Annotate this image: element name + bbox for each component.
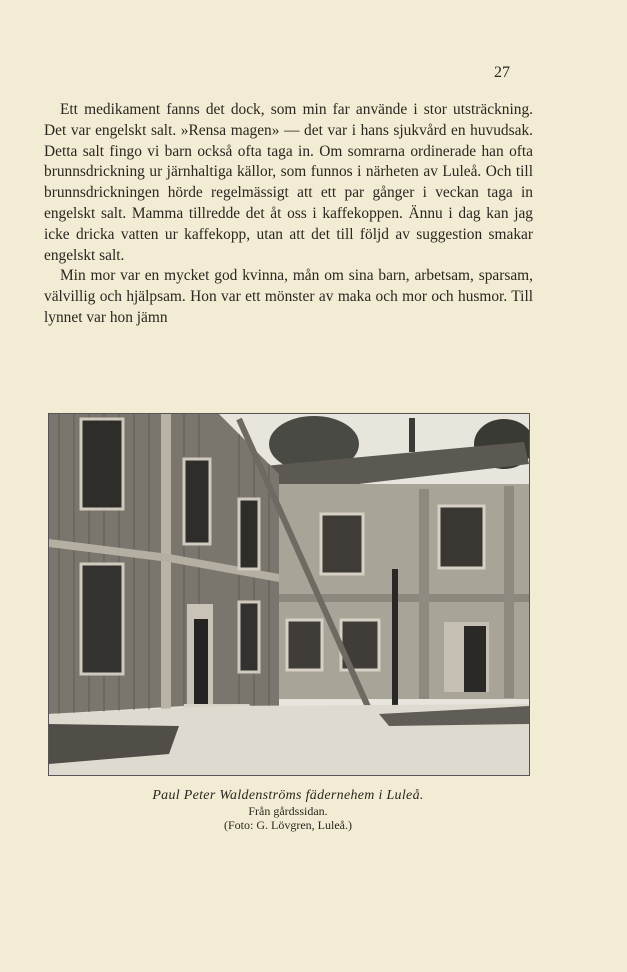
body-text — [44, 100, 533, 329]
paragraph-2: Min mor var en mycket god kvinna, mån om sina barn, arbetsam, sparsam, välvillig och hjälpsam. Hon var ett mönster av maka och mor och husmor. Till lynnet var hon jämn — [44, 267, 533, 326]
caption-title: Paul Peter Waldenströms fädernehem i Luleå. — [152, 788, 424, 803]
page-number: 27 — [494, 64, 510, 81]
caption-subtitle: Från gårdssidan. — [248, 804, 328, 818]
photograph-house-courtyard — [48, 413, 530, 776]
paragraph-1: Ett medikament fanns det dock, som min far använde i stor utsträckning. Det var engelskt salt. »Rensa magen» — det var i hans sjukvård en huvudsak. Detta salt fingo vi barn också ofta taga in. Om somrarna ordinerade han ofta brunnsdrickning ur järnhaltiga källor, som funnos i närheten av Luleå. Och till brunnsdrickningen hörde regelmässigt att ett par gånger i veckan taga in engelskt salt. Mamma tillredde det åt oss i kaffekoppen. Ännu i dag kan jag icke dricka vatten ur kaffekopp, utan att det till följd av suggestion smakar engelskt salt. — [44, 101, 533, 264]
caption-photo-credit: (Foto: G. Lövgren, Luleå.) — [224, 818, 352, 832]
figure-caption — [48, 788, 528, 832]
photograph-illustration — [49, 414, 529, 775]
